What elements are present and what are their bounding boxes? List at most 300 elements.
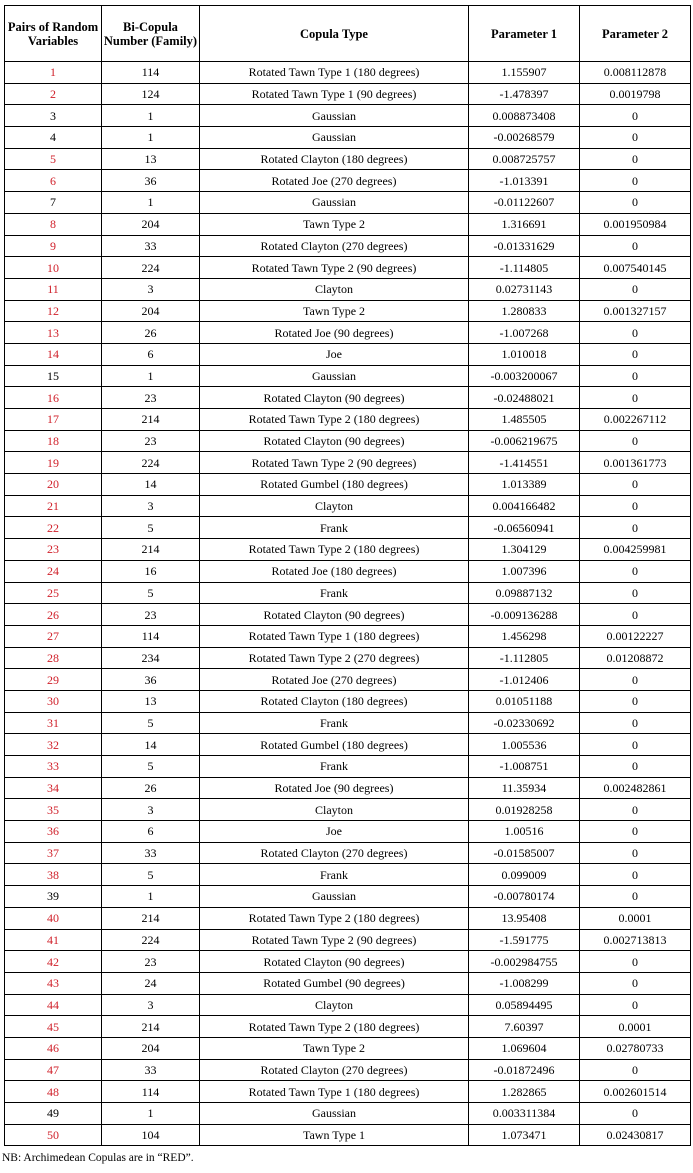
copula-type-cell: Clayton: [200, 994, 469, 1016]
pair-cell: 41: [5, 929, 102, 951]
pair-cell: 50: [5, 1124, 102, 1146]
parameter-2-cell: 0: [580, 148, 691, 170]
parameter-2-cell: 0.002267112: [580, 409, 691, 431]
family-number-cell: 3: [102, 994, 200, 1016]
table-row: [5, 1124, 691, 1146]
parameter-2-cell: 0: [580, 105, 691, 127]
pair-cell: 23: [5, 539, 102, 561]
parameter-1-cell: 7.60397: [469, 1016, 580, 1038]
family-number-cell: 1: [102, 1103, 200, 1125]
table-row: [5, 864, 691, 886]
copula-type-cell: Rotated Gumbel (180 degrees): [200, 474, 469, 496]
pair-cell: 18: [5, 430, 102, 452]
copula-type-cell: Clayton: [200, 799, 469, 821]
copula-type-cell: Clayton: [200, 495, 469, 517]
copula-type-cell: Rotated Joe (270 degrees): [200, 170, 469, 192]
parameter-1-cell: -0.00268579: [469, 127, 580, 149]
family-number-cell: 1: [102, 192, 200, 214]
parameter-2-cell: 0: [580, 387, 691, 409]
table-row: [5, 452, 691, 474]
table-row: [5, 799, 691, 821]
table-row: [5, 83, 691, 105]
pair-cell: 36: [5, 821, 102, 843]
parameter-2-cell: 0: [580, 127, 691, 149]
table-row: [5, 560, 691, 582]
footnote: NB: Archimedean Copulas are in “RED”.: [2, 1152, 194, 1164]
table-row: [5, 127, 691, 149]
parameter-1-cell: 1.456298: [469, 625, 580, 647]
parameter-1-cell: -0.01122607: [469, 192, 580, 214]
parameter-1-cell: -1.478397: [469, 83, 580, 105]
family-number-cell: 234: [102, 647, 200, 669]
parameter-1-cell: 0.008873408: [469, 105, 580, 127]
parameter-1-cell: -0.01331629: [469, 235, 580, 257]
family-number-cell: 214: [102, 539, 200, 561]
parameter-2-cell: 0: [580, 1103, 691, 1125]
copula-type-cell: Tawn Type 1: [200, 1124, 469, 1146]
pair-cell: 19: [5, 452, 102, 474]
pair-cell: 44: [5, 994, 102, 1016]
family-number-cell: 124: [102, 83, 200, 105]
copula-type-cell: Frank: [200, 712, 469, 734]
table-row: [5, 604, 691, 626]
family-number-cell: 6: [102, 821, 200, 843]
family-number-cell: 3: [102, 799, 200, 821]
table-row: [5, 951, 691, 973]
parameter-2-cell: 0.00122227: [580, 625, 691, 647]
family-number-cell: 224: [102, 257, 200, 279]
copula-type-cell: Rotated Clayton (90 degrees): [200, 951, 469, 973]
copula-type-cell: Rotated Tawn Type 2 (180 degrees): [200, 907, 469, 929]
parameter-2-cell: 0: [580, 821, 691, 843]
copula-type-cell: Frank: [200, 582, 469, 604]
parameter-1-cell: 1.304129: [469, 539, 580, 561]
table-row: [5, 690, 691, 712]
family-number-cell: 5: [102, 517, 200, 539]
parameter-2-cell: 0: [580, 972, 691, 994]
family-number-cell: 24: [102, 972, 200, 994]
pair-cell: 38: [5, 864, 102, 886]
table-row: [5, 517, 691, 539]
copula-type-cell: Rotated Gumbel (90 degrees): [200, 972, 469, 994]
family-number-cell: 114: [102, 62, 200, 84]
pair-cell: 25: [5, 582, 102, 604]
family-number-cell: 14: [102, 734, 200, 756]
copula-type-cell: Rotated Tawn Type 1 (180 degrees): [200, 1081, 469, 1103]
pair-cell: 31: [5, 712, 102, 734]
parameter-2-cell: 0: [580, 235, 691, 257]
pair-cell: 30: [5, 690, 102, 712]
parameter-2-cell: 0: [580, 582, 691, 604]
family-number-cell: 204: [102, 1037, 200, 1059]
pair-cell: 37: [5, 842, 102, 864]
copula-type-cell: Rotated Tawn Type 1 (180 degrees): [200, 62, 469, 84]
table-row: [5, 495, 691, 517]
family-number-cell: 224: [102, 929, 200, 951]
table-header-row: [5, 6, 691, 62]
family-number-cell: 204: [102, 300, 200, 322]
parameter-1-cell: 13.95408: [469, 907, 580, 929]
header-copula-type: Copula Type: [200, 6, 469, 62]
pair-cell: 39: [5, 886, 102, 908]
parameter-1-cell: 1.282865: [469, 1081, 580, 1103]
copula-type-cell: Rotated Joe (90 degrees): [200, 322, 469, 344]
family-number-cell: 14: [102, 474, 200, 496]
parameter-1-cell: 1.007396: [469, 560, 580, 582]
family-number-cell: 33: [102, 235, 200, 257]
table-row: [5, 1037, 691, 1059]
copula-type-cell: Clayton: [200, 278, 469, 300]
parameter-1-cell: 0.099009: [469, 864, 580, 886]
table-row: [5, 474, 691, 496]
header-pairs: Pairs of Random Variables: [5, 6, 102, 62]
copula-type-cell: Tawn Type 2: [200, 1037, 469, 1059]
pair-cell: 3: [5, 105, 102, 127]
family-number-cell: 13: [102, 690, 200, 712]
copula-type-cell: Joe: [200, 821, 469, 843]
family-number-cell: 36: [102, 669, 200, 691]
pair-cell: 4: [5, 127, 102, 149]
copula-type-cell: Rotated Clayton (90 degrees): [200, 387, 469, 409]
parameter-1-cell: -0.00780174: [469, 886, 580, 908]
family-number-cell: 1: [102, 105, 200, 127]
copula-type-cell: Tawn Type 2: [200, 213, 469, 235]
table-row: [5, 170, 691, 192]
parameter-2-cell: 0: [580, 756, 691, 778]
parameter-2-cell: 0: [580, 690, 691, 712]
parameter-1-cell: 11.35934: [469, 777, 580, 799]
table-row: [5, 62, 691, 84]
pair-cell: 47: [5, 1059, 102, 1081]
table-body: [5, 62, 691, 1146]
copula-type-cell: Gaussian: [200, 886, 469, 908]
table-row: [5, 669, 691, 691]
table-row: [5, 886, 691, 908]
family-number-cell: 6: [102, 343, 200, 365]
family-number-cell: 5: [102, 756, 200, 778]
copula-type-cell: Rotated Tawn Type 2 (180 degrees): [200, 409, 469, 431]
parameter-1-cell: -0.02488021: [469, 387, 580, 409]
copula-type-cell: Rotated Tawn Type 2 (90 degrees): [200, 452, 469, 474]
table-row: [5, 1059, 691, 1081]
table-row: [5, 842, 691, 864]
pair-cell: 15: [5, 365, 102, 387]
pair-cell: 45: [5, 1016, 102, 1038]
copula-type-cell: Rotated Clayton (270 degrees): [200, 235, 469, 257]
pair-cell: 13: [5, 322, 102, 344]
parameter-2-cell: 0: [580, 430, 691, 452]
copula-type-cell: Gaussian: [200, 1103, 469, 1125]
copula-type-cell: Rotated Joe (270 degrees): [200, 669, 469, 691]
copula-type-cell: Rotated Clayton (180 degrees): [200, 690, 469, 712]
table-row: [5, 213, 691, 235]
copula-type-cell: Rotated Tawn Type 2 (180 degrees): [200, 1016, 469, 1038]
parameter-1-cell: 0.004166482: [469, 495, 580, 517]
copula-type-cell: Rotated Clayton (180 degrees): [200, 148, 469, 170]
pair-cell: 10: [5, 257, 102, 279]
family-number-cell: 33: [102, 842, 200, 864]
table-row: [5, 582, 691, 604]
pair-cell: 16: [5, 387, 102, 409]
pair-cell: 5: [5, 148, 102, 170]
parameter-2-cell: 0.001950984: [580, 213, 691, 235]
family-number-cell: 224: [102, 452, 200, 474]
parameter-1-cell: -0.01872496: [469, 1059, 580, 1081]
parameter-1-cell: 0.008725757: [469, 148, 580, 170]
parameter-2-cell: 0: [580, 517, 691, 539]
parameter-2-cell: 0: [580, 343, 691, 365]
parameter-1-cell: 0.09887132: [469, 582, 580, 604]
table-row: [5, 105, 691, 127]
parameter-1-cell: -1.114805: [469, 257, 580, 279]
table-row: [5, 387, 691, 409]
parameter-2-cell: 0: [580, 560, 691, 582]
family-number-cell: 3: [102, 278, 200, 300]
parameter-2-cell: 0: [580, 365, 691, 387]
table-row: [5, 907, 691, 929]
table-row: [5, 1103, 691, 1125]
copula-type-cell: Frank: [200, 864, 469, 886]
table-row: [5, 409, 691, 431]
parameter-2-cell: 0.0019798: [580, 83, 691, 105]
parameter-2-cell: 0: [580, 278, 691, 300]
pair-cell: 28: [5, 647, 102, 669]
pair-cell: 20: [5, 474, 102, 496]
parameter-2-cell: 0: [580, 1059, 691, 1081]
copula-type-cell: Gaussian: [200, 192, 469, 214]
pair-cell: 40: [5, 907, 102, 929]
table-row: [5, 235, 691, 257]
pair-cell: 24: [5, 560, 102, 582]
pair-cell: 2: [5, 83, 102, 105]
pair-cell: 43: [5, 972, 102, 994]
parameter-1-cell: -0.02330692: [469, 712, 580, 734]
parameter-2-cell: 0: [580, 951, 691, 973]
parameter-1-cell: 1.010018: [469, 343, 580, 365]
pair-cell: 42: [5, 951, 102, 973]
parameter-2-cell: 0.002482861: [580, 777, 691, 799]
family-number-cell: 104: [102, 1124, 200, 1146]
table-row: [5, 365, 691, 387]
header-parameter-1: Parameter 1: [469, 6, 580, 62]
family-number-cell: 5: [102, 712, 200, 734]
parameter-2-cell: 0.004259981: [580, 539, 691, 561]
parameter-1-cell: 0.05894495: [469, 994, 580, 1016]
parameter-2-cell: 0: [580, 842, 691, 864]
parameter-2-cell: 0.007540145: [580, 257, 691, 279]
family-number-cell: 13: [102, 148, 200, 170]
family-number-cell: 114: [102, 1081, 200, 1103]
copula-type-cell: Gaussian: [200, 365, 469, 387]
pair-cell: 14: [5, 343, 102, 365]
parameter-1-cell: 1.013389: [469, 474, 580, 496]
family-number-cell: 5: [102, 582, 200, 604]
copula-type-cell: Rotated Tawn Type 2 (90 degrees): [200, 257, 469, 279]
parameter-2-cell: 0.0001: [580, 907, 691, 929]
table-row: [5, 734, 691, 756]
copula-type-cell: Joe: [200, 343, 469, 365]
family-number-cell: 1: [102, 127, 200, 149]
copula-type-cell: Gaussian: [200, 127, 469, 149]
family-number-cell: 26: [102, 777, 200, 799]
header-bicopula-number: Bi-Copula Number (Family): [102, 6, 200, 62]
family-number-cell: 3: [102, 495, 200, 517]
family-number-cell: 214: [102, 1016, 200, 1038]
parameter-2-cell: 0: [580, 994, 691, 1016]
table-row: [5, 647, 691, 669]
family-number-cell: 114: [102, 625, 200, 647]
parameter-2-cell: 0.001361773: [580, 452, 691, 474]
copula-type-cell: Rotated Joe (180 degrees): [200, 560, 469, 582]
pair-cell: 46: [5, 1037, 102, 1059]
copula-type-cell: Rotated Gumbel (180 degrees): [200, 734, 469, 756]
table-row: [5, 278, 691, 300]
parameter-1-cell: -0.01585007: [469, 842, 580, 864]
parameter-1-cell: 1.005536: [469, 734, 580, 756]
family-number-cell: 23: [102, 430, 200, 452]
table-row: [5, 343, 691, 365]
parameter-1-cell: 1.316691: [469, 213, 580, 235]
parameter-2-cell: 0: [580, 474, 691, 496]
copula-type-cell: Frank: [200, 756, 469, 778]
parameter-2-cell: 0: [580, 734, 691, 756]
parameter-2-cell: 0.02430817: [580, 1124, 691, 1146]
family-number-cell: 26: [102, 322, 200, 344]
parameter-1-cell: 1.069604: [469, 1037, 580, 1059]
parameter-1-cell: 1.073471: [469, 1124, 580, 1146]
header-parameter-2: Parameter 2: [580, 6, 691, 62]
pair-cell: 26: [5, 604, 102, 626]
parameter-2-cell: 0: [580, 604, 691, 626]
table-row: [5, 777, 691, 799]
parameter-2-cell: 0: [580, 864, 691, 886]
parameter-2-cell: 0: [580, 192, 691, 214]
table-row: [5, 148, 691, 170]
parameter-2-cell: 0: [580, 712, 691, 734]
copula-type-cell: Rotated Clayton (270 degrees): [200, 1059, 469, 1081]
family-number-cell: 23: [102, 387, 200, 409]
pair-cell: 21: [5, 495, 102, 517]
copula-table: [4, 5, 691, 1146]
parameter-1-cell: 0.003311384: [469, 1103, 580, 1125]
parameter-1-cell: -1.007268: [469, 322, 580, 344]
table-row: [5, 712, 691, 734]
parameter-1-cell: -1.414551: [469, 452, 580, 474]
parameter-1-cell: -0.002984755: [469, 951, 580, 973]
parameter-2-cell: 0: [580, 669, 691, 691]
parameter-2-cell: 0.002713813: [580, 929, 691, 951]
parameter-1-cell: 1.485505: [469, 409, 580, 431]
parameter-1-cell: 1.280833: [469, 300, 580, 322]
table-row: [5, 322, 691, 344]
parameter-1-cell: 1.155907: [469, 62, 580, 84]
pair-cell: 9: [5, 235, 102, 257]
copula-type-cell: Rotated Joe (90 degrees): [200, 777, 469, 799]
table-row: [5, 257, 691, 279]
pair-cell: 32: [5, 734, 102, 756]
parameter-2-cell: 0.01208872: [580, 647, 691, 669]
family-number-cell: 23: [102, 604, 200, 626]
family-number-cell: 33: [102, 1059, 200, 1081]
copula-type-cell: Tawn Type 2: [200, 300, 469, 322]
copula-type-cell: Gaussian: [200, 105, 469, 127]
copula-type-cell: Rotated Clayton (90 degrees): [200, 430, 469, 452]
table-row: [5, 430, 691, 452]
table-row: [5, 821, 691, 843]
pair-cell: 7: [5, 192, 102, 214]
copula-type-cell: Frank: [200, 517, 469, 539]
pair-cell: 22: [5, 517, 102, 539]
copula-type-cell: Rotated Clayton (270 degrees): [200, 842, 469, 864]
pair-cell: 29: [5, 669, 102, 691]
family-number-cell: 5: [102, 864, 200, 886]
parameter-1-cell: 0.01928258: [469, 799, 580, 821]
parameter-2-cell: 0.002601514: [580, 1081, 691, 1103]
parameter-2-cell: 0.02780733: [580, 1037, 691, 1059]
table-row: [5, 192, 691, 214]
parameter-1-cell: -1.112805: [469, 647, 580, 669]
pair-cell: 1: [5, 62, 102, 84]
pair-cell: 12: [5, 300, 102, 322]
copula-type-cell: Rotated Tawn Type 1 (180 degrees): [200, 625, 469, 647]
family-number-cell: 16: [102, 560, 200, 582]
pair-cell: 8: [5, 213, 102, 235]
family-number-cell: 1: [102, 365, 200, 387]
copula-type-cell: Rotated Tawn Type 2 (270 degrees): [200, 647, 469, 669]
parameter-1-cell: -1.008751: [469, 756, 580, 778]
table-row: [5, 539, 691, 561]
table-row: [5, 300, 691, 322]
parameter-1-cell: -0.003200067: [469, 365, 580, 387]
family-number-cell: 214: [102, 409, 200, 431]
parameter-1-cell: -0.06560941: [469, 517, 580, 539]
parameter-2-cell: 0: [580, 322, 691, 344]
parameter-2-cell: 0: [580, 799, 691, 821]
table-row: [5, 972, 691, 994]
pair-cell: 34: [5, 777, 102, 799]
parameter-1-cell: 1.00516: [469, 821, 580, 843]
parameter-1-cell: -1.012406: [469, 669, 580, 691]
family-number-cell: 214: [102, 907, 200, 929]
parameter-2-cell: 0: [580, 495, 691, 517]
table-row: [5, 625, 691, 647]
parameter-1-cell: -0.009136288: [469, 604, 580, 626]
pair-cell: 35: [5, 799, 102, 821]
pair-cell: 6: [5, 170, 102, 192]
parameter-2-cell: 0.0001: [580, 1016, 691, 1038]
parameter-1-cell: -1.008299: [469, 972, 580, 994]
parameter-1-cell: 0.02731143: [469, 278, 580, 300]
copula-type-cell: Rotated Tawn Type 2 (90 degrees): [200, 929, 469, 951]
parameter-1-cell: 0.01051188: [469, 690, 580, 712]
pair-cell: 27: [5, 625, 102, 647]
parameter-1-cell: -1.591775: [469, 929, 580, 951]
table-row: [5, 1016, 691, 1038]
parameter-2-cell: 0.008112878: [580, 62, 691, 84]
parameter-2-cell: 0: [580, 170, 691, 192]
pair-cell: 49: [5, 1103, 102, 1125]
copula-type-cell: Rotated Tawn Type 1 (90 degrees): [200, 83, 469, 105]
family-number-cell: 204: [102, 213, 200, 235]
pair-cell: 48: [5, 1081, 102, 1103]
parameter-1-cell: -1.013391: [469, 170, 580, 192]
family-number-cell: 23: [102, 951, 200, 973]
pair-cell: 17: [5, 409, 102, 431]
copula-type-cell: Rotated Clayton (90 degrees): [200, 604, 469, 626]
copula-type-cell: Rotated Tawn Type 2 (180 degrees): [200, 539, 469, 561]
parameter-2-cell: 0: [580, 886, 691, 908]
family-number-cell: 1: [102, 886, 200, 908]
